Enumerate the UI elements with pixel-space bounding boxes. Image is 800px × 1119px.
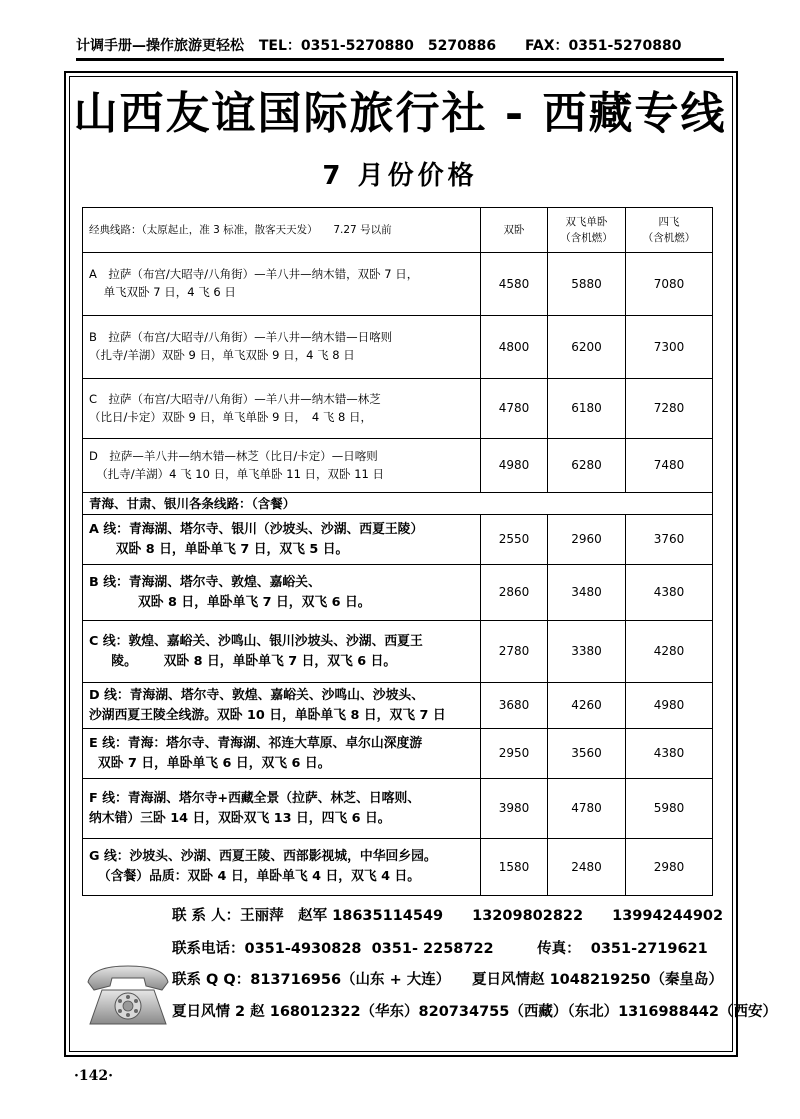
price-fly-sleeper: 2960 — [548, 515, 626, 565]
price-double-sleeper: 2780 — [481, 621, 548, 683]
route-text: A 线：青海湖、塔尔寺、银川（沙坡头、沙湖、西夏王陵） 双卧 8 日，单卧单飞 7 日，双飞 5 日。 — [89, 521, 424, 557]
price-fly-sleeper: 3480 — [548, 565, 626, 621]
price-double-sleeper: 3980 — [481, 779, 548, 839]
header-tel: TEL：0351-5270880 5270886 — [258, 38, 497, 54]
table-row — [83, 729, 713, 779]
table-row — [83, 683, 713, 729]
price-four-flights: 4380 — [626, 729, 713, 779]
telephone-icon — [82, 960, 174, 1030]
price-double-sleeper: 1580 — [481, 839, 548, 896]
price-table — [82, 207, 713, 896]
route-text: F 线：青海湖、塔尔寺+西藏全景（拉萨、林芝、日喀则、 纳木错）三卧 14 日，双卧双飞 13 日，四飞 6 日。 — [89, 790, 421, 826]
table-row — [83, 379, 713, 439]
route-text: B 线：青海湖、塔尔寺、敦煌、嘉峪关、 双卧 8 日，单卧单飞 7 日，双飞 6 日。 — [89, 574, 371, 610]
table-row — [83, 565, 713, 621]
route-text: D 线：青海湖、塔尔寺、敦煌、嘉峪关、沙鸣山、沙坡头、 沙湖西夏王陵全线游。双卧 10 日，单卧单飞 8 日，双飞 7 日 — [89, 687, 446, 723]
price-four-flights: 4980 — [626, 683, 713, 729]
route-text: C 线：敦煌、嘉峪关、沙鸣山、银川沙坡头、沙湖、西夏王 陵。 双卧 8 日，单卧单飞 7 日，双飞 6 日。 — [89, 633, 423, 669]
price-double-sleeper: 4800 — [481, 316, 548, 379]
table-row — [83, 779, 713, 839]
section-heading: 青海、甘肃、银川各条线路：（含餐） — [83, 493, 713, 515]
price-fly-sleeper: 5880 — [548, 253, 626, 316]
header-slogan: 计调手册—操作旅游更轻松 — [76, 38, 244, 54]
price-fly-sleeper: 4780 — [548, 779, 626, 839]
price-four-flights: 7280 — [626, 379, 713, 439]
price-double-sleeper: 2950 — [481, 729, 548, 779]
contact-phone: 联系电话：0351-4930828 0351- 2258722 传真： 0351-2719621 — [172, 941, 708, 957]
header-col3-line2: （含机燃） — [642, 232, 696, 244]
price-fly-sleeper: 6280 — [548, 439, 626, 493]
route-text: A 拉萨（布宫/大昭寺/八角街）—羊八井—纳木错，双卧 7 日， 单飞双卧 7 日，4 飞 6 日 — [89, 267, 419, 299]
contact-qq: 联系 Q Q：813716956（山东 + 大连） 夏日风情赵 1048219250（秦皇岛） — [172, 972, 723, 988]
price-double-sleeper: 4780 — [481, 379, 548, 439]
header-fax: FAX：0351-5270880 — [524, 38, 682, 54]
price-fly-sleeper: 6180 — [548, 379, 626, 439]
price-double-sleeper: 4580 — [481, 253, 548, 316]
table-row — [83, 839, 713, 896]
price-four-flights: 4280 — [626, 621, 713, 683]
table-row — [83, 439, 713, 493]
header-col-double-sleeper: 双卧 — [481, 208, 548, 253]
price-four-flights: 7080 — [626, 253, 713, 316]
table-row — [83, 515, 713, 565]
price-four-flights: 5980 — [626, 779, 713, 839]
price-four-flights: 4380 — [626, 565, 713, 621]
price-four-flights: 7480 — [626, 439, 713, 493]
table-header-row — [83, 208, 713, 253]
page-number: ·142· — [74, 1068, 113, 1084]
route-text: C 拉萨（布宫/大昭寺/八角街）—羊八井—纳木错—林芝 （比日/卡定）双卧 9 日，单飞单卧 9 日， 4 飞 8 日， — [89, 391, 381, 424]
price-double-sleeper: 4980 — [481, 439, 548, 493]
price-fly-sleeper: 3560 — [548, 729, 626, 779]
price-double-sleeper: 2550 — [481, 515, 548, 565]
contact-summer: 夏日风情 2 赵 168012322（华东）820734755（西藏）（东北）1316988442（西安） — [172, 1004, 777, 1020]
header-col-fly-sleeper — [548, 208, 626, 253]
price-double-sleeper: 3680 — [481, 683, 548, 729]
table-row — [83, 316, 713, 379]
page-title: 山西友谊国际旅行社 - 西藏专线 — [73, 88, 727, 139]
header-route: 经典线路：（太原起止，准 3 标准，散客天天发） 7.27 号以前 — [83, 208, 481, 253]
price-fly-sleeper: 6200 — [548, 316, 626, 379]
header-col2-line2: （含机燃） — [560, 232, 613, 244]
route-text: E 线：青海：塔尔寺、青海湖、祁连大草原、卓尔山深度游 双卧 7 日，单卧单飞 6 日，双飞 6 日。 — [89, 735, 423, 771]
header-col2-line1: 双飞单卧 — [565, 215, 608, 228]
price-four-flights: 3760 — [626, 515, 713, 565]
price-fly-sleeper: 2480 — [548, 839, 626, 896]
route-text: D 拉萨—羊八井—纳木错—林芝（比日/卡定）—日喀则 （扎寺/羊湖）4 飞 10 日，单飞单卧 11 日，双卧 11 日 — [89, 448, 384, 481]
page-header — [76, 36, 724, 61]
price-fly-sleeper: 3380 — [548, 621, 626, 683]
route-text: G 线：沙坡头、沙湖、西夏王陵、西部影视城，中华回乡园。 （含餐）品质：双卧 4 日，单卧单飞 4 日，双飞 4 日。 — [89, 849, 437, 884]
price-fly-sleeper: 4260 — [548, 683, 626, 729]
route-text: B 拉萨（布宫/大昭寺/八角街）—羊八井—纳木错—日喀则 （扎寺/羊湖）双卧 9 日，单飞双卧 9 日，4 飞 8 日 — [89, 330, 393, 362]
header-col-four-flights — [626, 208, 713, 253]
header-col3-line1: 四飞 — [658, 215, 680, 228]
page-subtitle: 7 月份价格 — [322, 161, 478, 191]
section-row — [83, 493, 713, 515]
price-four-flights: 2980 — [626, 839, 713, 896]
price-four-flights: 7300 — [626, 316, 713, 379]
table-row — [83, 253, 713, 316]
contact-people: 联 系 人：王丽萍 赵军 18635114549 13209802822 13994244902 — [172, 908, 724, 924]
table-row — [83, 621, 713, 683]
price-double-sleeper: 2860 — [481, 565, 548, 621]
